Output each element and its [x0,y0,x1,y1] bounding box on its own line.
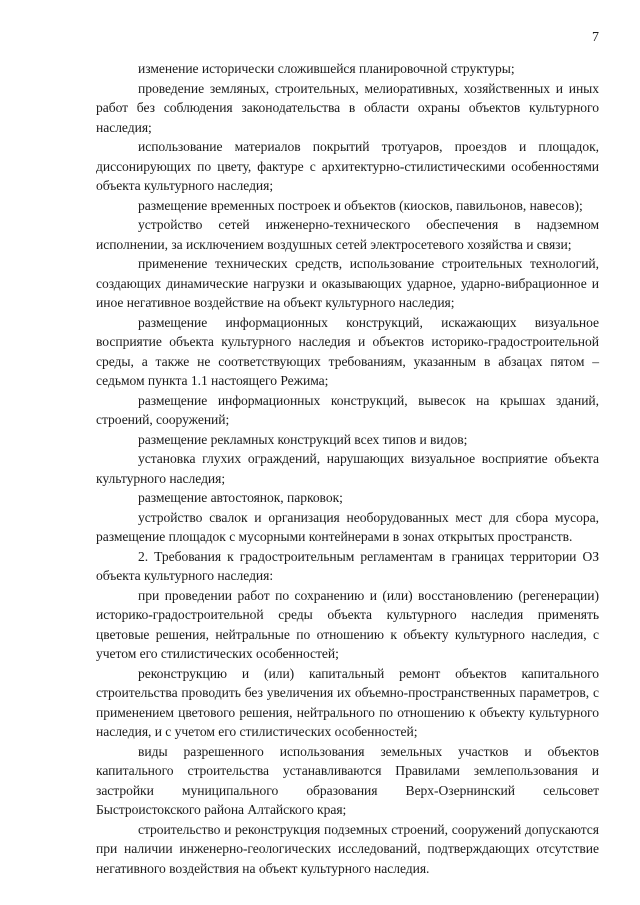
paragraph-information-structures: размещение информационных конструкций, искажающих визуальное восприятие объекта культурного наследия и объектов историко-градостроительной среды, а также не соответствующих требованиям, указанным в абзацах пятом – седьмом пункта 1.1 настоящего Режима; [96,314,599,388]
paragraph-blind-fences: установка глухих ограждений, нарушающих визуальное восприятие объекта культурного наследия; [96,451,599,486]
paragraph-waste-sites: устройство свалок и организация необорудованных мест для сбора мусора, размещение площадок с мусорными контейнерами в зонах открытых пространств. [96,509,599,544]
document-body [96,59,599,878]
paragraph-advertising: размещение рекламных конструкций всех типов и видов; [138,431,468,447]
paragraph-parking: размещение автостоянок, парковок; [138,490,343,505]
page-number: 7 [592,30,599,45]
paragraph-reconstruction: реконструкцию и (или) капитальный ремонт объектов капитального строительства проводить без увеличения их объемно-пространственных параметров, с применением цветового решения, нейтрального по отношению к объекту культурного наследия, и с учетом его стилистических особенностей; [96,665,599,739]
paragraph-change-planning-structure: изменение исторически сложившейся планировочной структуры; [138,61,515,76]
paragraph-pavement-materials: использование материалов покрытий тротуаров, проездов и площадок, диссонирующих по цвету, фактуре с архитектурно-стилистическими особенностями объекта культурного наследия; [96,139,599,193]
paragraph-section-2-heading: 2. Требования к градостроительным регламентам в границах территории ОЗ объекта культурного наследия: [96,548,599,583]
paragraph-overhead-networks: устройство сетей инженерно-технического обеспечения в надземном исполнении, за исключением воздушных сетей электросетевого хозяйства и связи; [96,217,599,252]
paragraph-underground-construction: строительство и реконструкция подземных строений, сооружений допускаются при наличии инженерно-геологических исследований, подтверждающих отсутствие негативного воздействия на объект культурного наследия. [96,821,599,876]
paragraph-earthworks: проведение земляных, строительных, мелиоративных, хозяйственных и иных работ без соблюдения законодательства в области охраны объектов культурного наследия; [96,80,599,135]
paragraph-technical-means: применение технических средств, использование строительных технологий, создающих динамические нагрузки и оказывающих ударное, ударно-вибрационное и иное негативное воздействие на объект культурного наследия; [96,256,599,310]
paragraph-permitted-use: виды разрешенного использования земельных участков и объектов капитального строительства устанавливаются Правилами землепользования и застройки муниципального образования Верх-Озернинский сельсовет Быстроистокского района Алтайского края; [96,743,599,817]
paragraph-roof-signs: размещение информационных конструкций, вывесок на крышах зданий, строений, сооружений; [96,392,599,427]
paragraph-color-solutions: при проведении работ по сохранению и (или) восстановлению (регенерации) историко-градостроительной среды объекта культурного наследия применять цветовые решения, нейтральные по отношению к объекту культурного наследия, с учетом его стилистических особенностей; [96,587,599,661]
paragraph-temporary-structures: размещение временных построек и объектов (киосков, павильонов, навесов); [138,197,583,213]
